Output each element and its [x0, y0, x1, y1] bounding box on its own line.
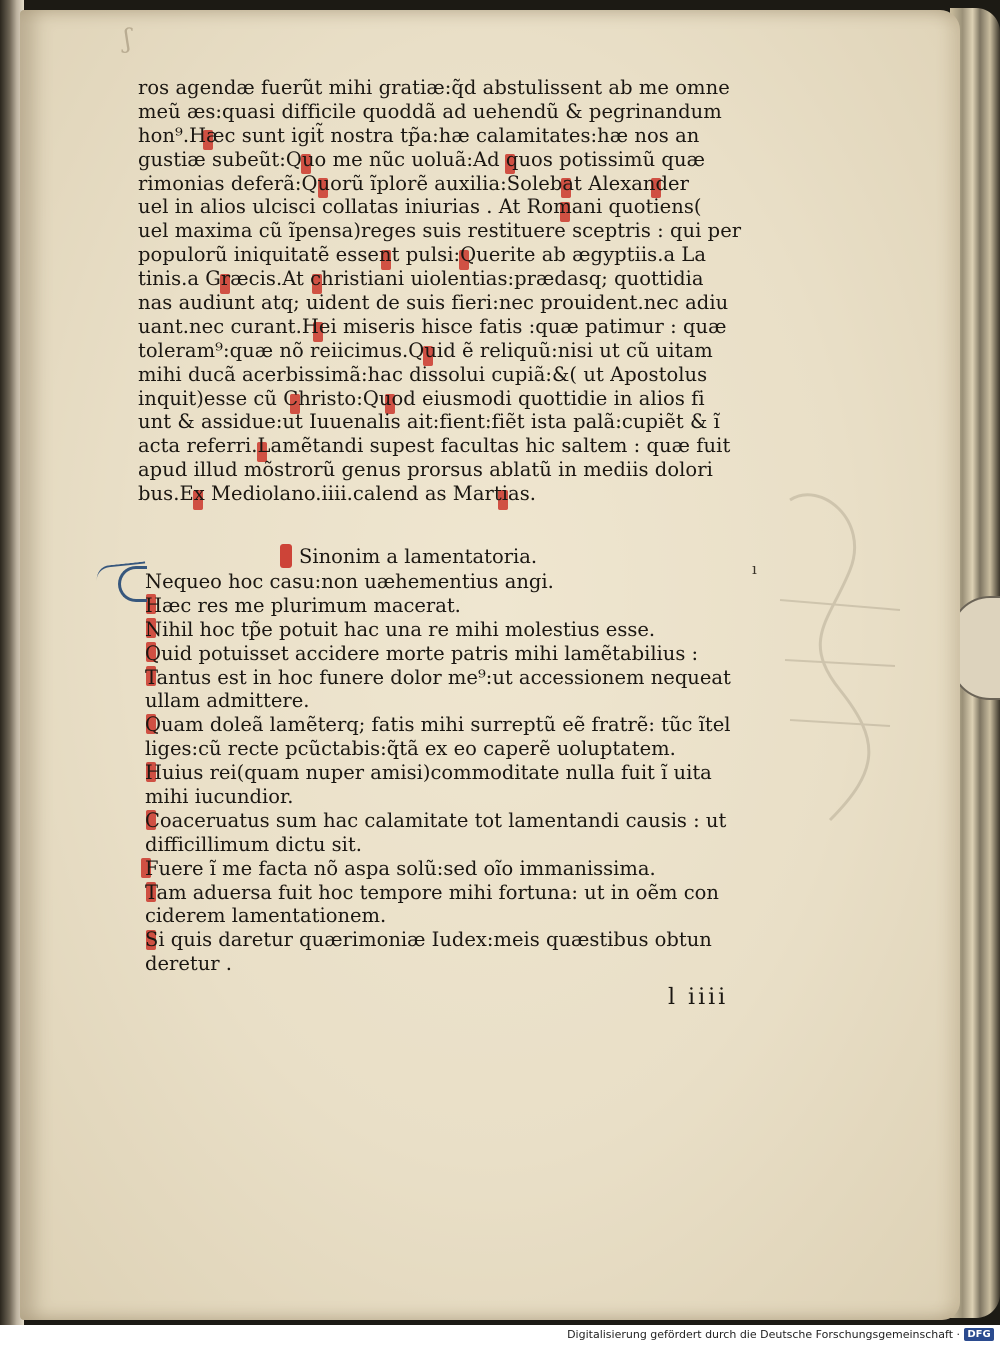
- text-line: rimonias deferã:Quorũ ĩplorẽ auxilia:Solebat Alexander: [138, 171, 690, 195]
- text-line: uel in alios ulcisci collatas iniurias . At Romani quotiens(: [138, 195, 702, 219]
- section-heading: Sinonim a lamentatoria.: [299, 545, 538, 568]
- blue-initial: [118, 566, 147, 602]
- text-line: apud illud mõstrorũ genus prorsus ablatũ in mediis dolori: [138, 458, 713, 482]
- text-line: hon⁹.Hæc sunt igit̃ nostra tp̃a:hæ calamitates:hæ nos an: [138, 123, 700, 147]
- footer-credit: Digitalisierung gefördert durch die Deutsche Forschungsgemeinschaft ·: [567, 1328, 960, 1341]
- text-line: ros agendæ fuerũt mihi gratiæ:q̃d abstulissent ab me omne: [138, 76, 730, 99]
- signature-mark: l iiii: [668, 985, 729, 1010]
- text-line: bus.Ex Mediolano.iiii.calend as Martias.: [138, 482, 537, 506]
- text-line: tinis.a Græcis.At christiani uiolentias:prædasq; quottidia: [138, 267, 704, 291]
- text-line: deretur .: [145, 952, 232, 976]
- gutter-mark: ʃ: [124, 24, 132, 54]
- text-line: uel maxima cũ ĩpensa)reges suis restituere sceptris : qui per: [138, 219, 742, 243]
- text-line: Tam aduersa fuit hoc tempore mihi fortuna: ut in oẽm con: [145, 880, 719, 904]
- text-line: uant.nec curant.Hei miseris hisce fatis :quæ patimur : quæ: [138, 314, 727, 338]
- digitization-footer: [0, 1325, 1000, 1345]
- text-line: ullam admittere.: [145, 689, 310, 713]
- margin-mark: ı: [752, 560, 757, 578]
- text-line: acta referri.Lamẽtandi supest facultas hic saltem : quæ fuit: [138, 434, 731, 458]
- text-line: Nihil hoc tp̃e potuit hac una re mihi molestius esse.: [145, 617, 656, 641]
- text-line: gustiæ subeũt:Quo me nũc uoluã:Ad quos potissimũ quæ: [138, 147, 705, 171]
- text-line: Si quis daretur quærimoniæ Iudex:meis quæstibus obtun: [145, 928, 712, 952]
- text-line: liges:cũ recte pcũctabis:q̃tã ex eo caperẽ uoluptatem.: [145, 737, 676, 761]
- text-line: mihi ducã acerbissimã:hac dissolui cupiã:&( ut Apostolus: [138, 362, 708, 386]
- text-line: Fuere ĩ me facta nõ aspa solũ:sed oĩo immanissima.: [145, 856, 656, 880]
- dfg-logo: DFG: [964, 1328, 994, 1341]
- text-line: populorũ iniquitatẽ essent pulsi:Querite ab ægyptiis.a La: [138, 243, 707, 267]
- body-text: [138, 76, 778, 506]
- text-line: nas audiunt atq; uident de suis fieri:nec prouident.nec adiu: [138, 291, 729, 315]
- text-line: unt & assidue:ut Iuuenalis ait:fient:fiẽt ista palã:cupiẽt & ĩ: [138, 410, 720, 434]
- text-line: Huius rei(quam nuper amisi)commoditate nulla fuit ĩ uita: [145, 761, 712, 785]
- text-line: Coaceruatus sum hac calamitate tot lamentandi causis : ut: [145, 808, 727, 832]
- synonym-list: [145, 570, 785, 976]
- text-line: Tantus est in hoc funere dolor me⁹:ut accessionem nequeat: [145, 665, 731, 689]
- text-line: toleram⁹:quæ nõ reiicimus.Quid ẽ reliquũ:nisi ut cũ uitam: [138, 338, 713, 362]
- text-line: difficillimum dictu sit.: [145, 832, 362, 856]
- text-line: ciderem lamentationem.: [145, 904, 387, 928]
- text-line: Quid potuisset accidere morte patris mihi lamẽtabilius :: [145, 641, 699, 665]
- text-line: inquit)esse cũ Christo:Quod eiusmodi quottidie in alios fi: [138, 386, 705, 410]
- text-line: mihi iucundior.: [145, 785, 294, 809]
- text-line: Nequeo hoc casu:non uæhementius angi.: [145, 570, 554, 593]
- text-line: meũ æs:quasi difficile quoddã ad uehendũ & pegrinandum: [138, 99, 722, 123]
- text-line: Quam doleã lamẽterq; fatis mihi surreptũ eẽ fratrẽ: tũc ĩtel: [145, 713, 731, 737]
- text-line: Hæc res me plurimum macerat.: [145, 593, 461, 617]
